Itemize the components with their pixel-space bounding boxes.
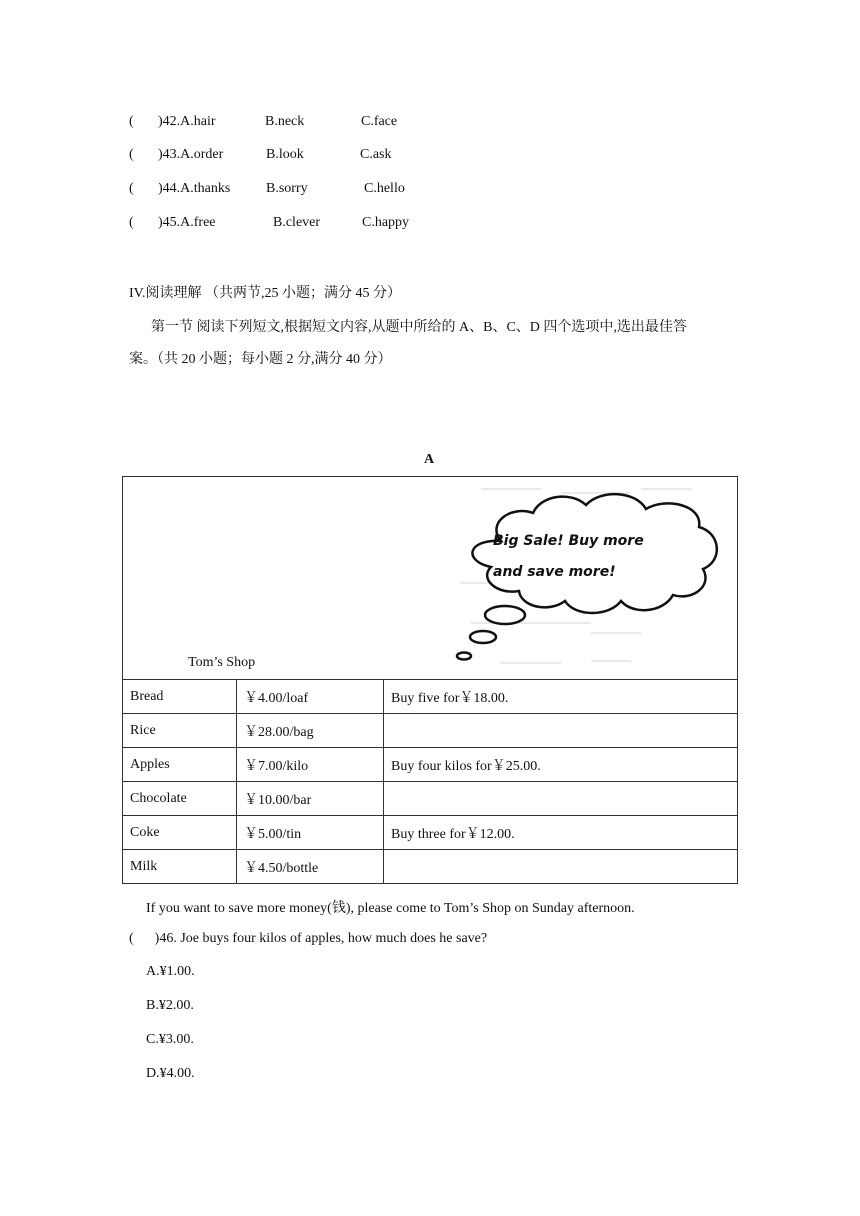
table-row (123, 850, 738, 884)
shop-banner (123, 477, 738, 680)
price-cell: ￥10.00/bar (237, 782, 384, 816)
option-b: B.¥2.00. (146, 998, 194, 1013)
price-cell: ￥28.00/bag (237, 714, 384, 748)
price-cell: ￥4.50/bottle (237, 850, 384, 884)
option-b: B.sorry (266, 181, 308, 196)
answer-paren: ( (129, 147, 134, 162)
option-a: )42.A.hair (158, 114, 216, 129)
item-cell: Rice (123, 714, 237, 748)
answer-paren: ( (129, 114, 134, 129)
cloud-text-line-2: and save more! (493, 564, 616, 580)
option-a: )44.A.thanks (158, 181, 231, 196)
speech-cloud-icon (441, 483, 731, 673)
item-cell: Milk (123, 850, 237, 884)
instruction-line-2: 案。（共 20 小题；每小题 2 分,满分 40 分） (129, 352, 392, 367)
option-b: B.neck (265, 114, 305, 129)
section-title: IV.阅读理解 （共两节,25 小题；满分 45 分） (129, 286, 401, 301)
answer-paren: ( (129, 181, 134, 196)
option-c: C.¥3.00. (146, 1032, 194, 1047)
option-d: D.¥4.00. (146, 1066, 195, 1081)
option-c: C.ask (360, 147, 392, 162)
question-row (129, 147, 549, 167)
price-table (122, 476, 738, 884)
item-cell: Bread (123, 680, 237, 714)
table-row (123, 816, 738, 850)
price-cell: ￥5.00/tin (237, 816, 384, 850)
question-row (129, 215, 549, 235)
option-b: B.clever (273, 215, 321, 230)
price-cell: ￥4.00/loaf (237, 680, 384, 714)
item-cell: Chocolate (123, 782, 237, 816)
passage-note: If you want to save more money(钱), please come to Tom’s Shop on Sunday afternoon. (146, 901, 635, 916)
option-c: C.happy (362, 215, 410, 230)
answer-paren: ( (129, 215, 134, 230)
question-row (129, 114, 549, 134)
option-b: B.look (266, 147, 304, 162)
offer-cell (384, 850, 738, 884)
table-row (123, 714, 738, 748)
offer-cell: Buy three for￥12.00. (384, 816, 738, 850)
item-cell: Coke (123, 816, 237, 850)
table-row (123, 680, 738, 714)
table-row (123, 748, 738, 782)
option-a: A.¥1.00. (146, 964, 195, 979)
instruction-line-1: 第一节 阅读下列短文,根据短文内容,从题中所给的 A、B、C、D 四个选项中,选出最佳答 (151, 320, 687, 335)
table-row (123, 782, 738, 816)
offer-cell: Buy four kilos for￥25.00. (384, 748, 738, 782)
item-cell: Apples (123, 748, 237, 782)
question-46-stem: ( )46. Joe buys four kilos of apples, how much does he save? (129, 931, 488, 946)
price-cell: ￥7.00/kilo (237, 748, 384, 782)
offer-cell: Buy five for￥18.00. (384, 680, 738, 714)
question-row (129, 181, 549, 201)
cloud-text-line-1: Big Sale! Buy more (493, 533, 644, 549)
option-c: C.hello (364, 181, 405, 196)
offer-cell (384, 714, 738, 748)
option-a: )45.A.free (158, 215, 216, 230)
offer-cell (384, 782, 738, 816)
option-a: )43.A.order (158, 147, 224, 162)
option-c: C.face (361, 114, 398, 129)
shop-name: Tom’s Shop (188, 655, 256, 670)
passage-label: A (424, 452, 435, 467)
